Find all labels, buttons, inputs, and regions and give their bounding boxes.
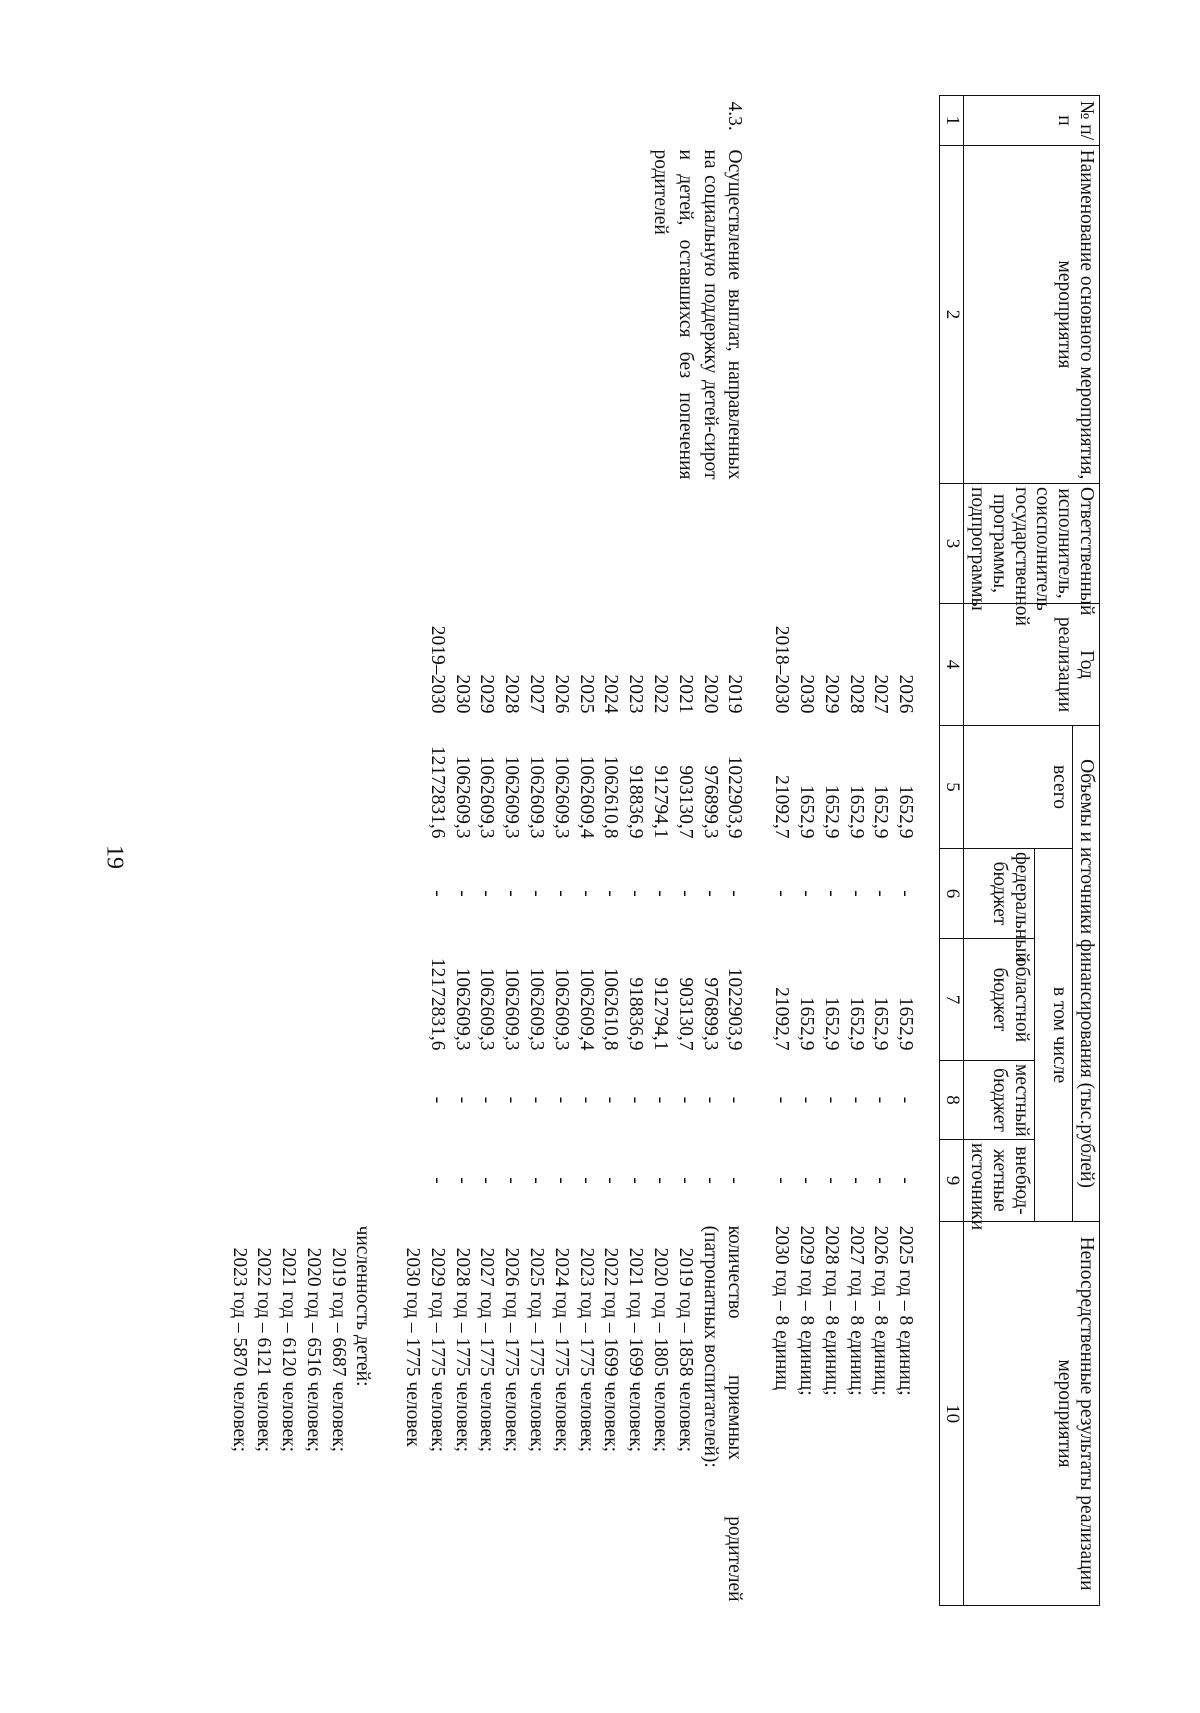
table-cell-value: 1062609,3 bbox=[550, 967, 572, 1051]
table-cell-value: 2028 год – 1775 человек; bbox=[451, 1247, 473, 1453]
table-cell-value: - bbox=[699, 890, 721, 897]
table-cell-value: 903130,7 bbox=[674, 977, 696, 1051]
table-cell-value: - bbox=[575, 1096, 597, 1104]
table-cell-value: - bbox=[845, 1096, 867, 1104]
table-cell-value: 2026 год – 1775 человек; bbox=[501, 1247, 523, 1453]
table-cell-value: - bbox=[575, 1177, 597, 1184]
table-cell-value: 12172831,6 bbox=[426, 957, 448, 1051]
table-cell-value: 1652,9 bbox=[845, 784, 867, 839]
page-number: 19 bbox=[101, 845, 128, 869]
table-cell-value: 2018–2030 bbox=[771, 625, 793, 714]
table-cell-value: - bbox=[845, 1177, 867, 1184]
results-list bbox=[399, 1226, 697, 1602]
table-cell-value: - bbox=[724, 1177, 746, 1184]
table-cell-value: - bbox=[771, 1096, 793, 1104]
table-cell-value: 2025 год – 8 единиц; bbox=[895, 1225, 917, 1396]
table-cell-value: - bbox=[600, 890, 622, 897]
table-cell-value: - bbox=[451, 1177, 473, 1184]
table-cell-value: 2019 bbox=[724, 674, 746, 714]
table-cell-value: 2024 год – 1775 человек; bbox=[550, 1247, 572, 1453]
table-cell-value: 1062609,4 bbox=[575, 967, 597, 1051]
table-cell-value: - bbox=[501, 890, 523, 897]
table-cell-value: 1062609,3 bbox=[476, 755, 498, 839]
total-list bbox=[226, 726, 747, 849]
federal-list bbox=[226, 849, 747, 939]
table-cell-value: 1062609,4 bbox=[575, 755, 597, 839]
table-cell-value: - bbox=[575, 890, 597, 897]
result-intro: количество приемных родителей (патронатных воспитателей): bbox=[699, 1225, 746, 1602]
table-cell-value: 1652,9 bbox=[895, 996, 917, 1051]
table-cell-value: - bbox=[895, 1177, 917, 1184]
table-cell-value: - bbox=[674, 1096, 696, 1104]
table-cell-value: 2030 год – 1775 человек bbox=[402, 1247, 424, 1447]
header-regional: областной бюджет bbox=[964, 939, 1034, 1061]
table-cell-value: 1062609,3 bbox=[526, 755, 548, 839]
table-cell-value: - bbox=[870, 890, 892, 897]
table-cell-value: 1652,9 bbox=[870, 784, 892, 839]
table-cell-value: - bbox=[476, 1096, 498, 1104]
table-cell-value: - bbox=[501, 1177, 523, 1184]
table-cell-value: - bbox=[870, 1096, 892, 1104]
table-cell-value: - bbox=[476, 890, 498, 897]
table-cell-value: - bbox=[820, 1177, 842, 1184]
table-cell-value: - bbox=[771, 890, 793, 897]
table-cell-value: - bbox=[550, 1177, 572, 1184]
table-cell-value: - bbox=[550, 890, 572, 897]
table-cell-value: - bbox=[526, 1096, 548, 1104]
table-cell-value: - bbox=[771, 1177, 793, 1184]
table-cell-value: 1062609,3 bbox=[550, 755, 572, 839]
table-cell-value: 976899,3 bbox=[699, 977, 721, 1051]
table-cell-value: 1652,9 bbox=[895, 784, 917, 839]
table-cell-value: 2029 bbox=[476, 674, 498, 714]
table-header bbox=[940, 96, 1100, 1606]
results-cell bbox=[226, 1222, 747, 1606]
table-cell-value: - bbox=[426, 1177, 448, 1184]
children-list bbox=[226, 1226, 350, 1602]
table-cell-value: - bbox=[625, 1096, 647, 1104]
table-cell-value: 903130,7 bbox=[674, 765, 696, 839]
table-row-continuation bbox=[768, 96, 917, 1606]
table-cell-value: 2020 год – 1805 человек; bbox=[650, 1247, 672, 1453]
table-cell-value: 2028 bbox=[501, 674, 523, 714]
table-cell-value: 21092,7 bbox=[771, 987, 793, 1051]
row-number: 4.3. bbox=[724, 101, 746, 131]
table-cell-value: 918836,9 bbox=[625, 765, 647, 839]
column-number: 9 bbox=[940, 1140, 964, 1222]
column-number: 4 bbox=[940, 604, 964, 726]
table-cell-value: 2022 bbox=[650, 674, 672, 714]
table-cell-value: 2028 bbox=[845, 674, 867, 714]
table-cell-value: 2027 год – 8 единиц; bbox=[845, 1225, 867, 1396]
table-cell-value: - bbox=[674, 1177, 696, 1184]
table-cell-value: - bbox=[820, 890, 842, 897]
header-number: № п/п bbox=[964, 96, 1100, 146]
column-number: 7 bbox=[940, 939, 964, 1061]
table-cell-value: 1022903,9 bbox=[724, 755, 746, 839]
column-number: 6 bbox=[940, 849, 964, 939]
table-cell-value: 2029 год – 8 единиц; bbox=[796, 1225, 818, 1396]
table-cell-value: - bbox=[476, 1177, 498, 1184]
table-cell-value: 2021 год – 1699 человек; bbox=[625, 1247, 647, 1453]
table-cell-value: - bbox=[895, 1096, 917, 1104]
header-extrabudget: внебюд-жетные источники bbox=[964, 1140, 1034, 1222]
table-cell-value: - bbox=[501, 1096, 523, 1104]
header-including: в том числе bbox=[1034, 849, 1073, 1222]
table-cell-value: 2026 bbox=[895, 674, 917, 714]
table-cell-value: - bbox=[426, 1096, 448, 1104]
table-cell-value: - bbox=[674, 890, 696, 897]
rotated-table-container bbox=[150, 95, 1100, 1605]
table-cell-value: 1652,9 bbox=[845, 996, 867, 1051]
table-cell-value: - bbox=[796, 1096, 818, 1104]
table-cell-value: 2029 bbox=[820, 674, 842, 714]
table-cell-value: 1062609,3 bbox=[501, 967, 523, 1051]
total-list bbox=[768, 726, 917, 849]
column-number: 1 bbox=[940, 96, 964, 146]
table-cell-value: - bbox=[870, 1177, 892, 1184]
table-cell-value: - bbox=[724, 1096, 746, 1104]
table-cell-value: - bbox=[699, 1096, 721, 1104]
table-cell-value: 1062610,8 bbox=[600, 967, 622, 1051]
table-cell-value: 1652,9 bbox=[870, 996, 892, 1051]
header-total: всего bbox=[964, 726, 1073, 849]
table-cell-value: 2025 год – 1775 человек; bbox=[526, 1247, 548, 1453]
table-cell-value: 2023 год – 1775 человек; bbox=[575, 1247, 597, 1453]
column-number: 8 bbox=[940, 1061, 964, 1140]
table-cell-value: 1652,9 bbox=[820, 996, 842, 1051]
table-cell-value: 1062610,8 bbox=[600, 755, 622, 839]
table-cell-value: - bbox=[625, 1177, 647, 1184]
table-cell-value: 2020 bbox=[699, 674, 721, 714]
table-cell-value: - bbox=[550, 1096, 572, 1104]
table-cell-value: - bbox=[526, 890, 548, 897]
column-number-row bbox=[940, 96, 964, 1606]
table-cell-value: 2025 bbox=[575, 674, 597, 714]
table-cell-value: 912794,1 bbox=[650, 765, 672, 839]
local-list bbox=[768, 1061, 917, 1140]
table-cell-value: 2029 год – 1775 человек; bbox=[426, 1247, 448, 1453]
table-cell-value: - bbox=[699, 1177, 721, 1184]
header-results: Непосредственные результаты реализации мероприятия bbox=[964, 1222, 1100, 1606]
column-number: 5 bbox=[940, 726, 964, 849]
table-cell-value: 2024 bbox=[600, 674, 622, 714]
column-number: 2 bbox=[940, 146, 964, 484]
table-cell-value: 2030 год – 8 единиц bbox=[771, 1225, 793, 1391]
table-cell-value: 2027 bbox=[870, 674, 892, 714]
table-cell-value: 1062609,3 bbox=[451, 755, 473, 839]
table-cell-value: 1062609,3 bbox=[451, 967, 473, 1051]
table-row-4-3 bbox=[226, 96, 747, 1606]
table-cell-value: - bbox=[650, 890, 672, 897]
table-cell-value: 2019–2030 bbox=[426, 625, 448, 714]
table-cell-value: 2022 год – 6121 человек; bbox=[253, 1247, 275, 1453]
local-list bbox=[226, 1061, 747, 1140]
table-cell-value: - bbox=[600, 1096, 622, 1104]
table-cell-value: 918836,9 bbox=[625, 977, 647, 1051]
table-cell-value: - bbox=[796, 890, 818, 897]
header-name: Наименование основного мероприятия, мероприятия bbox=[964, 146, 1100, 484]
table-cell-value: - bbox=[845, 890, 867, 897]
table-cell-value: 2027 bbox=[526, 674, 548, 714]
column-number: 10 bbox=[940, 1222, 964, 1606]
table-cell-value: - bbox=[426, 890, 448, 897]
table-cell-value: 1022903,9 bbox=[724, 967, 746, 1051]
table-cell-value: 1652,9 bbox=[796, 996, 818, 1051]
table-cell-value: 2021 год – 6120 человек; bbox=[278, 1247, 300, 1453]
table-cell-value: 2030 bbox=[451, 674, 473, 714]
table-cell-value: 2019 год – 6687 человек; bbox=[327, 1247, 349, 1453]
table-cell-value: - bbox=[600, 1177, 622, 1184]
table-cell-value: 1062609,3 bbox=[476, 967, 498, 1051]
table-cell-value: - bbox=[650, 1096, 672, 1104]
table-cell-value: 2028 год – 8 единиц; bbox=[820, 1225, 842, 1396]
table-cell-value: - bbox=[526, 1177, 548, 1184]
year-list bbox=[226, 604, 747, 726]
table-cell-value: - bbox=[724, 890, 746, 897]
table-cell-value: 1062609,3 bbox=[501, 755, 523, 839]
header-federal: федеральный бюджет bbox=[964, 849, 1034, 939]
table-cell-value: 2027 год – 1775 человек; bbox=[476, 1247, 498, 1453]
table-cell-value: - bbox=[625, 890, 647, 897]
year-list bbox=[768, 604, 917, 726]
table-cell-value: - bbox=[451, 1096, 473, 1104]
header-local: местный бюджет bbox=[964, 1061, 1034, 1140]
table-cell-value: - bbox=[650, 1177, 672, 1184]
header-year: Год реализации bbox=[964, 604, 1100, 726]
funding-table bbox=[226, 95, 1100, 1606]
table-cell-value: 2022 год – 1699 человек; bbox=[600, 1247, 622, 1453]
table-cell-value: 2021 bbox=[674, 674, 696, 714]
federal-list bbox=[768, 849, 917, 939]
extrabudget-list bbox=[226, 1140, 747, 1222]
table-cell-value: 2030 bbox=[796, 674, 818, 714]
extrabudget-list bbox=[768, 1140, 917, 1222]
table-cell-value: 2023 год – 5870 человек; bbox=[228, 1247, 250, 1453]
regional-list bbox=[768, 939, 917, 1061]
results-list bbox=[768, 1222, 917, 1606]
table-cell-value: 2019 год – 1858 человек; bbox=[674, 1247, 696, 1453]
table-cell-value: 2023 bbox=[625, 674, 647, 714]
table-cell-value: 2020 год – 6516 человек; bbox=[302, 1247, 324, 1453]
regional-list bbox=[226, 939, 747, 1061]
table-cell-value: 1652,9 bbox=[820, 784, 842, 839]
table-cell-value: - bbox=[820, 1096, 842, 1104]
table-cell-value: 12172831,6 bbox=[426, 745, 448, 839]
table-cell-value: 2026 bbox=[550, 674, 572, 714]
header-executor: Ответственный исполнитель, соисполнитель государственной программы, подпрограммы bbox=[964, 484, 1100, 604]
header-funding: Объемы и источники финансирования (тыс.рублей) bbox=[1073, 726, 1100, 1222]
table-cell-value: - bbox=[895, 890, 917, 897]
table-cell-value: 2026 год – 8 единиц; bbox=[870, 1225, 892, 1396]
table-body bbox=[226, 96, 940, 1606]
table-cell-value: 1652,9 bbox=[796, 784, 818, 839]
table-cell-value: - bbox=[796, 1177, 818, 1184]
table-cell-value: - bbox=[451, 890, 473, 897]
table-cell-value: 21092,7 bbox=[771, 775, 793, 839]
column-number: 3 bbox=[940, 484, 964, 604]
table-cell-value: 976899,3 bbox=[699, 765, 721, 839]
table-cell-value: 1062609,3 bbox=[526, 967, 548, 1051]
children-intro: численность детей: bbox=[352, 1225, 374, 1387]
table-cell-value: 912794,1 bbox=[650, 977, 672, 1051]
measure-name: Осуществление выплат, направленных на социальную поддержку детей-сирот и детей, оставшихся без попечения родителей bbox=[650, 149, 746, 480]
